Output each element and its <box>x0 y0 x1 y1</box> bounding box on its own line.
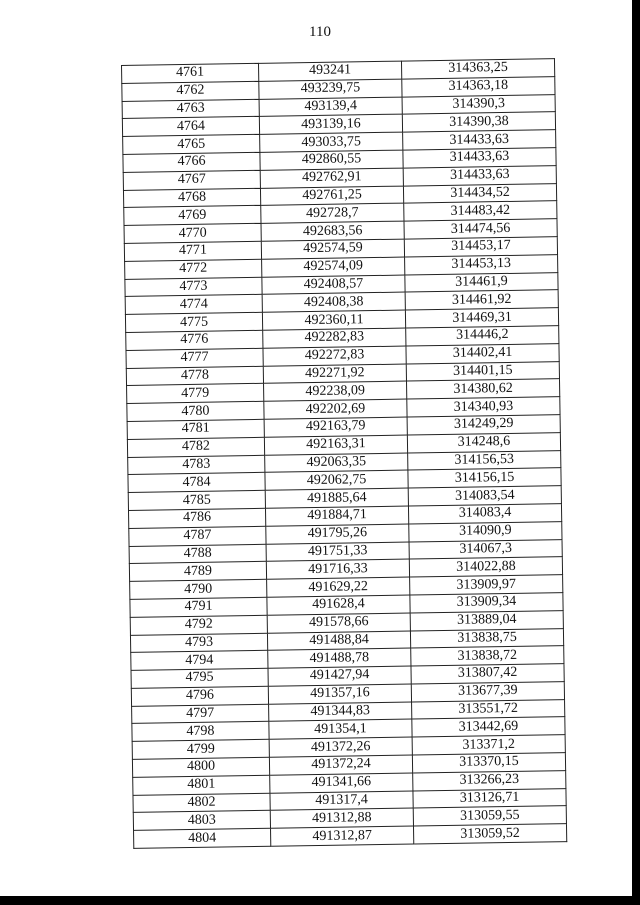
point-number-cell: 4763 <box>122 99 259 119</box>
x-coordinate-cell: 491488,84 <box>267 631 410 651</box>
x-coordinate-cell: 492728,7 <box>261 203 404 223</box>
point-number-cell: 4801 <box>133 775 270 795</box>
scan-edge-bottom <box>0 896 640 905</box>
x-coordinate-cell: 492062,75 <box>265 470 408 490</box>
x-coordinate-cell: 491372,26 <box>269 737 412 757</box>
point-number-cell: 4797 <box>132 704 269 724</box>
point-number-cell: 4798 <box>132 722 269 742</box>
x-coordinate-cell: 493033,75 <box>260 132 403 152</box>
point-number-cell: 4770 <box>124 223 261 243</box>
x-coordinate-cell: 493241 <box>258 61 401 81</box>
x-coordinate-cell: 491884,71 <box>265 506 408 526</box>
y-coordinate-cell: 314363,18 <box>402 76 555 96</box>
y-coordinate-cell: 314453,13 <box>405 254 558 274</box>
point-number-cell: 4765 <box>123 135 260 155</box>
point-number-cell: 4769 <box>124 206 261 226</box>
table-body <box>122 59 567 849</box>
y-coordinate-cell: 313266,23 <box>413 770 566 790</box>
y-coordinate-cell: 314390,3 <box>402 94 555 114</box>
y-coordinate-cell: 313370,15 <box>412 753 565 773</box>
point-number-cell: 4773 <box>125 277 262 297</box>
page-number: 110 <box>309 24 331 40</box>
x-coordinate-cell: 491716,33 <box>266 559 409 579</box>
x-coordinate-cell: 492408,57 <box>262 275 405 295</box>
point-number-cell: 4776 <box>126 330 263 350</box>
x-coordinate-cell: 492202,69 <box>264 399 407 419</box>
y-coordinate-cell: 314433,63 <box>403 165 556 185</box>
point-number-cell: 4771 <box>124 241 261 261</box>
x-coordinate-cell: 491312,88 <box>270 808 413 828</box>
y-coordinate-cell: 314446,2 <box>406 326 559 346</box>
point-number-cell: 4782 <box>127 437 264 457</box>
point-number-cell: 4767 <box>123 170 260 190</box>
x-coordinate-cell: 491629,22 <box>267 577 410 597</box>
y-coordinate-cell: 314067,3 <box>409 539 562 559</box>
y-coordinate-cell: 314380,62 <box>407 379 560 399</box>
point-number-cell: 4775 <box>125 312 262 332</box>
y-coordinate-cell: 314340,93 <box>407 397 560 417</box>
y-coordinate-cell: 314483,42 <box>404 201 557 221</box>
x-coordinate-cell: 492272,83 <box>263 346 406 366</box>
point-number-cell: 4779 <box>127 384 264 404</box>
x-coordinate-cell: 491488,78 <box>268 648 411 668</box>
point-number-cell: 4778 <box>126 366 263 386</box>
point-number-cell: 4792 <box>130 615 267 635</box>
x-coordinate-cell: 492574,59 <box>261 239 404 259</box>
y-coordinate-cell: 314156,53 <box>408 450 561 470</box>
x-coordinate-cell: 492063,35 <box>265 453 408 473</box>
y-coordinate-cell: 313889,04 <box>410 610 563 630</box>
x-coordinate-cell: 492683,56 <box>261 221 404 241</box>
x-coordinate-cell: 491578,66 <box>267 613 410 633</box>
point-number-cell: 4774 <box>125 295 262 315</box>
x-coordinate-cell: 491885,64 <box>265 488 408 508</box>
point-number-cell: 4793 <box>130 633 267 653</box>
point-number-cell: 4783 <box>128 455 265 475</box>
point-number-cell: 4795 <box>131 668 268 688</box>
point-number-cell: 4764 <box>122 117 259 137</box>
point-number-cell: 4781 <box>127 419 264 439</box>
x-coordinate-cell: 491795,26 <box>266 524 409 544</box>
x-coordinate-cell: 492360,11 <box>262 310 405 330</box>
y-coordinate-cell: 314434,52 <box>403 183 556 203</box>
x-coordinate-cell: 491628,4 <box>267 595 410 615</box>
x-coordinate-cell: 493139,16 <box>259 114 402 134</box>
y-coordinate-cell: 314090,9 <box>409 521 562 541</box>
point-number-cell: 4768 <box>123 188 260 208</box>
y-coordinate-cell: 313807,42 <box>411 664 564 684</box>
x-coordinate-cell: 491344,83 <box>269 702 412 722</box>
point-number-cell: 4791 <box>130 597 267 617</box>
x-coordinate-cell: 492282,83 <box>263 328 406 348</box>
scan-edge-right <box>632 0 640 905</box>
point-number-cell: 4787 <box>129 526 266 546</box>
coordinates-table <box>121 58 567 849</box>
y-coordinate-cell: 313371,2 <box>412 735 565 755</box>
y-coordinate-cell: 314156,15 <box>408 468 561 488</box>
point-number-cell: 4786 <box>128 508 265 528</box>
point-number-cell: 4766 <box>123 152 260 172</box>
y-coordinate-cell: 314469,31 <box>405 308 558 328</box>
x-coordinate-cell: 492163,79 <box>264 417 407 437</box>
y-coordinate-cell: 314433,63 <box>403 130 556 150</box>
y-coordinate-cell: 314453,17 <box>404 237 557 257</box>
y-coordinate-cell: 313909,34 <box>410 593 563 613</box>
x-coordinate-cell: 492762,91 <box>260 168 403 188</box>
y-coordinate-cell: 313838,72 <box>411 646 564 666</box>
x-coordinate-cell: 491341,66 <box>270 773 413 793</box>
y-coordinate-cell: 314083,4 <box>408 504 561 524</box>
y-coordinate-cell: 313909,97 <box>410 575 563 595</box>
point-number-cell: 4794 <box>131 651 268 671</box>
y-coordinate-cell: 314022,88 <box>409 557 562 577</box>
point-number-cell: 4802 <box>133 793 270 813</box>
y-coordinate-cell: 313059,52 <box>413 824 566 844</box>
x-coordinate-cell: 492860,55 <box>260 150 403 170</box>
x-coordinate-cell: 493139,4 <box>259 97 402 117</box>
point-number-cell: 4762 <box>122 81 259 101</box>
y-coordinate-cell: 314363,25 <box>401 59 554 79</box>
y-coordinate-cell: 313677,39 <box>411 682 564 702</box>
y-coordinate-cell: 314401,15 <box>406 361 559 381</box>
y-coordinate-cell: 314083,54 <box>408 486 561 506</box>
x-coordinate-cell: 491317,4 <box>270 791 413 811</box>
point-number-cell: 4800 <box>132 757 269 777</box>
y-coordinate-cell: 313838,75 <box>410 628 563 648</box>
point-number-cell: 4804 <box>134 829 271 849</box>
y-coordinate-cell: 314249,29 <box>407 415 560 435</box>
x-coordinate-cell: 493239,75 <box>259 79 402 99</box>
x-coordinate-cell: 492163,31 <box>264 435 407 455</box>
y-coordinate-cell: 313551,72 <box>412 699 565 719</box>
y-coordinate-cell: 313059,55 <box>413 806 566 826</box>
point-number-cell: 4788 <box>129 544 266 564</box>
x-coordinate-cell: 492408,38 <box>262 292 405 312</box>
x-coordinate-cell: 492574,09 <box>262 257 405 277</box>
y-coordinate-cell: 313442,69 <box>412 717 565 737</box>
y-coordinate-cell: 314390,38 <box>402 112 555 132</box>
y-coordinate-cell: 314402,41 <box>406 343 559 363</box>
point-number-cell: 4789 <box>129 562 266 582</box>
x-coordinate-cell: 491354,1 <box>269 719 412 739</box>
y-coordinate-cell: 314248,6 <box>407 432 560 452</box>
point-number-cell: 4785 <box>128 490 265 510</box>
y-coordinate-cell: 314461,92 <box>405 290 558 310</box>
x-coordinate-cell: 492238,09 <box>264 381 407 401</box>
x-coordinate-cell: 491751,33 <box>266 542 409 562</box>
point-number-cell: 4761 <box>122 63 259 83</box>
point-number-cell: 4784 <box>128 473 265 493</box>
x-coordinate-cell: 491372,24 <box>269 755 412 775</box>
point-number-cell: 4790 <box>130 579 267 599</box>
point-number-cell: 4799 <box>132 740 269 760</box>
y-coordinate-cell: 314461,9 <box>405 272 558 292</box>
y-coordinate-cell: 314474,56 <box>404 219 557 239</box>
x-coordinate-cell: 491427,94 <box>268 666 411 686</box>
point-number-cell: 4796 <box>131 686 268 706</box>
x-coordinate-cell: 492271,92 <box>263 364 406 384</box>
point-number-cell: 4772 <box>125 259 262 279</box>
x-coordinate-cell: 492761,25 <box>260 186 403 206</box>
point-number-cell: 4803 <box>133 811 270 831</box>
y-coordinate-cell: 314433,63 <box>403 148 556 168</box>
x-coordinate-cell: 491312,87 <box>271 826 414 846</box>
point-number-cell: 4780 <box>127 401 264 421</box>
x-coordinate-cell: 491357,16 <box>268 684 411 704</box>
y-coordinate-cell: 313126,71 <box>413 788 566 808</box>
point-number-cell: 4777 <box>126 348 263 368</box>
